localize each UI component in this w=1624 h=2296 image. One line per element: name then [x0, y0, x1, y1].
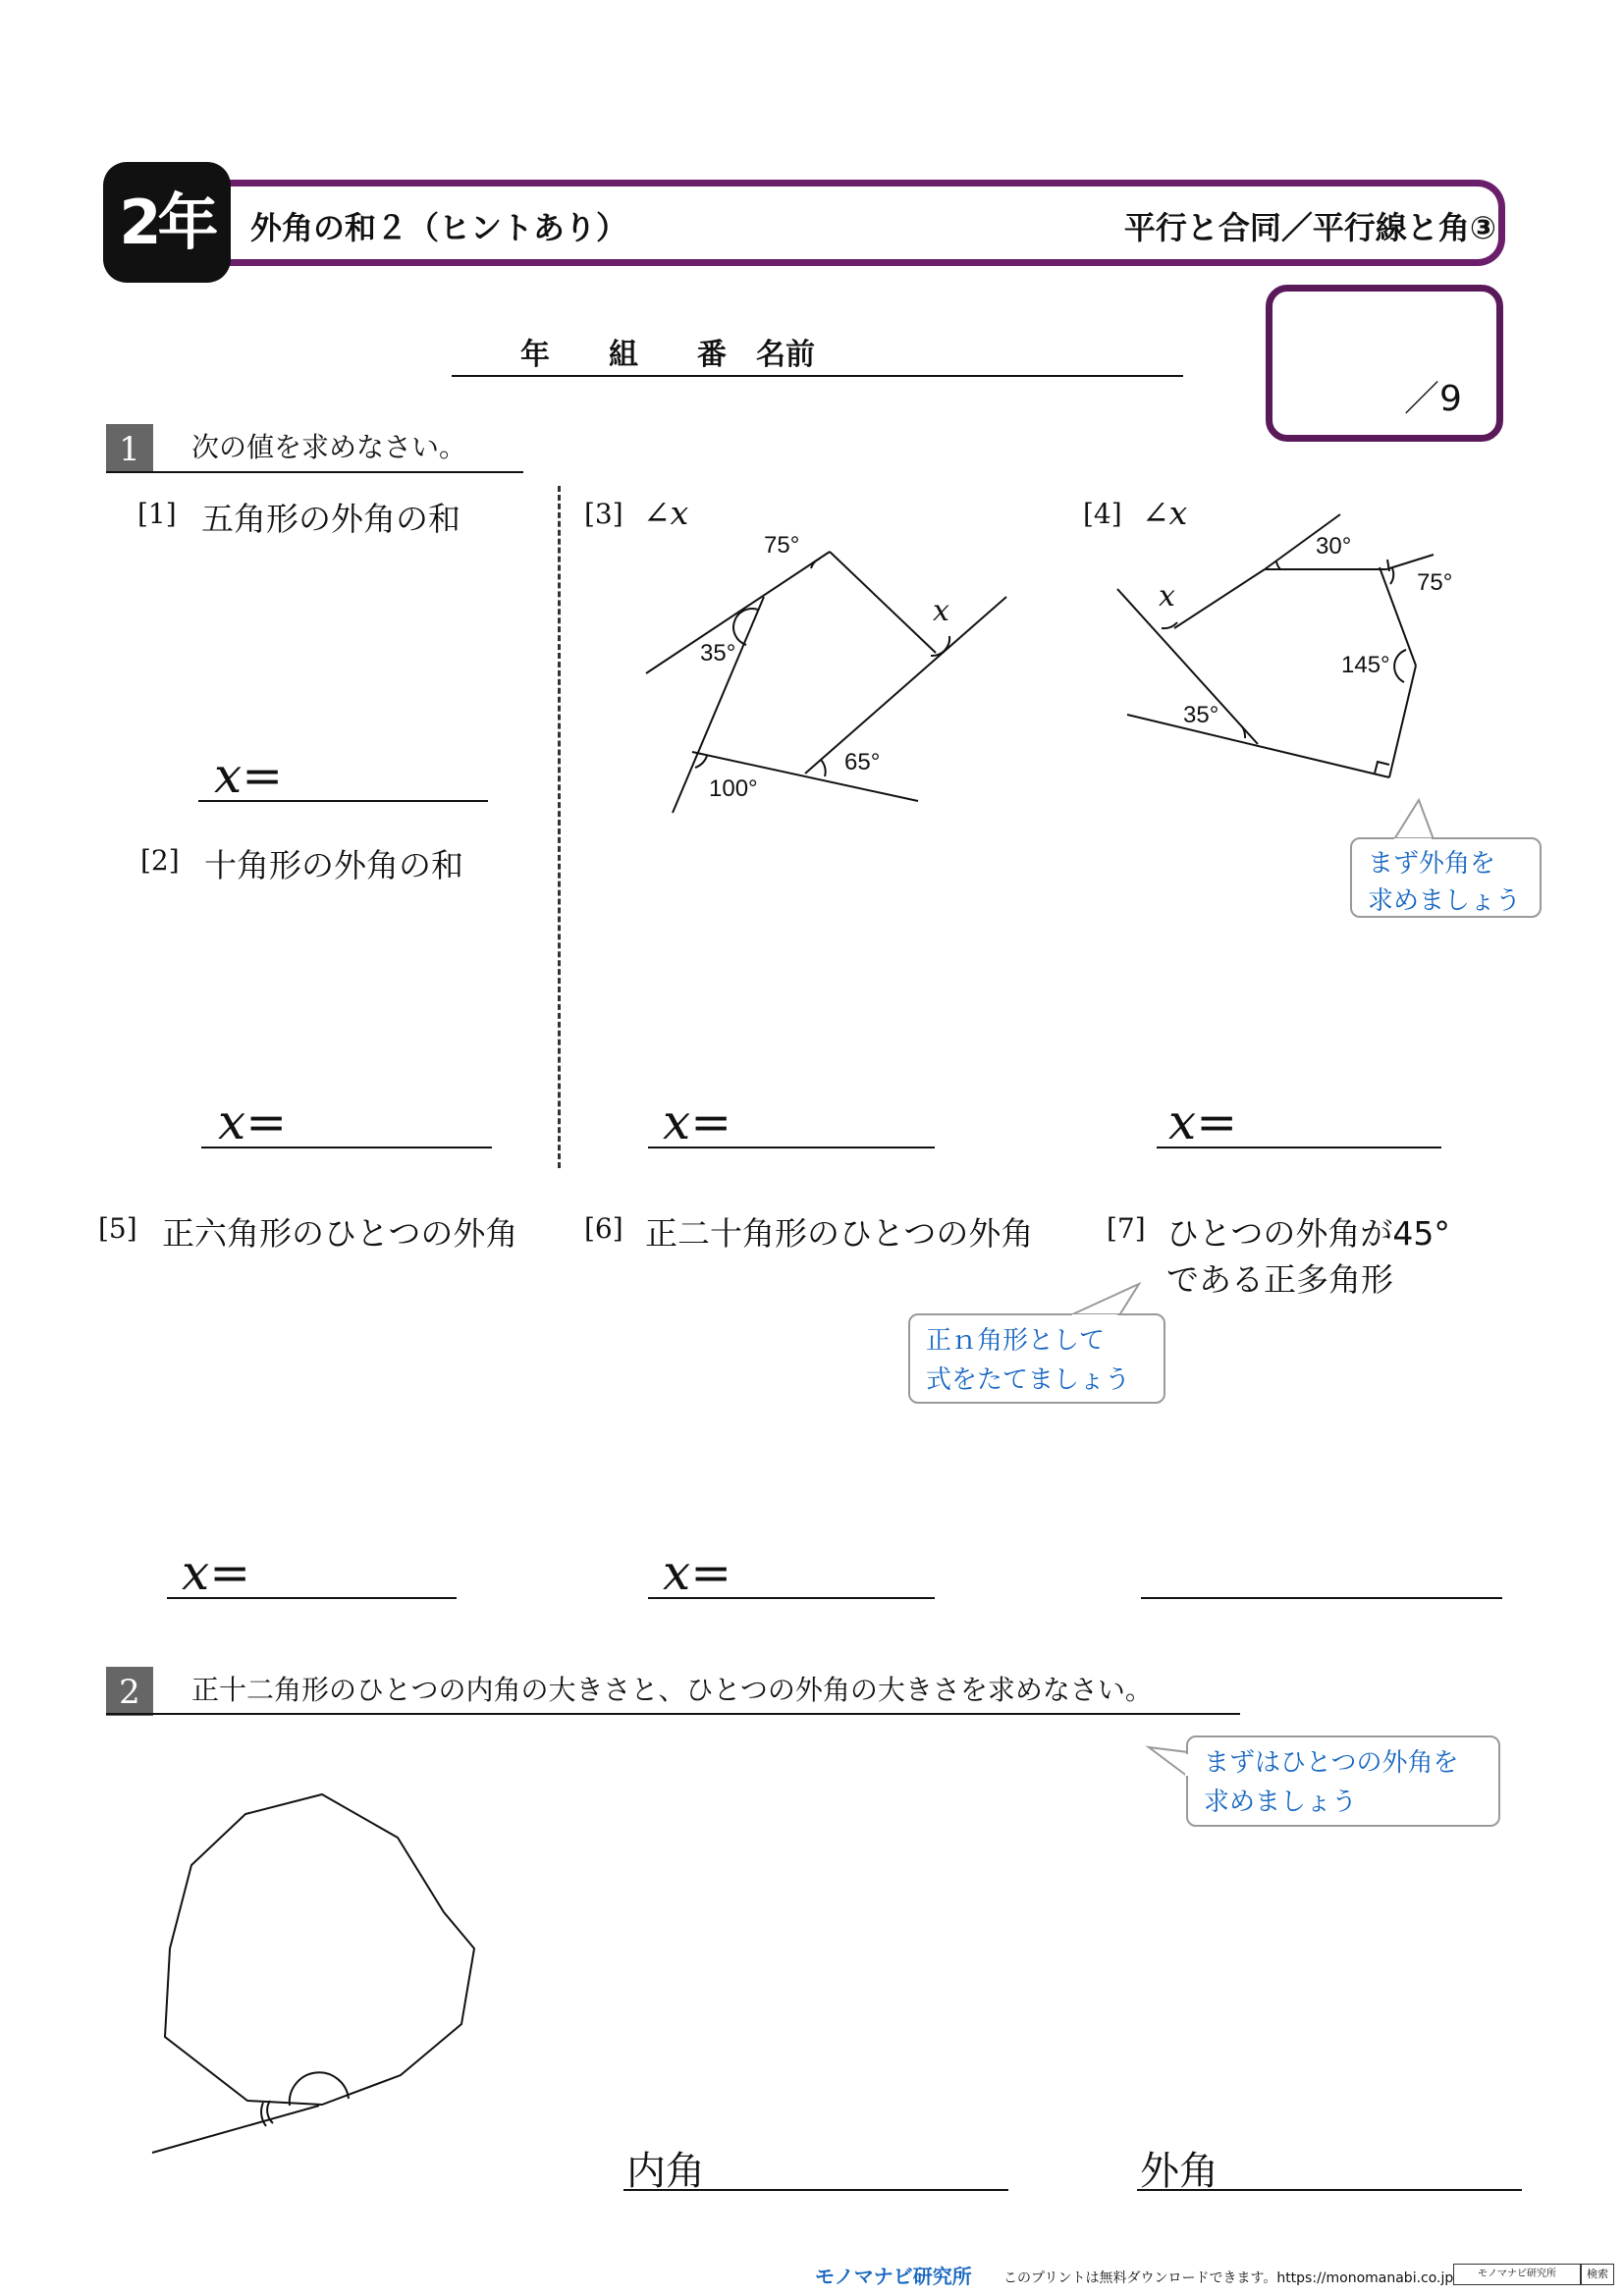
grade-badge: 2年	[103, 162, 231, 283]
q4-angle-145: 145°	[1341, 652, 1390, 678]
q4-number: [4]	[1083, 498, 1122, 530]
q4-hint-line-2: 求めましょう	[1368, 886, 1522, 916]
q2-text: 十角形の外角の和	[204, 846, 463, 884]
q3-angle-75: 75°	[764, 532, 800, 559]
footer-text: このプリントは無料ダウンロードできます。https://monomanabi.co.jp	[1003, 2270, 1454, 2286]
q5-number: [5]	[98, 1212, 137, 1245]
footer-brand-logo: モノマナビ研究所	[815, 2265, 972, 2288]
q7-text-line-2: である正多角形	[1166, 1260, 1393, 1299]
q6-hint-line-2: 式をたてましょう	[926, 1365, 1131, 1395]
worksheet-title: 外角の和２（ヒントあり）	[250, 209, 628, 246]
exterior-angle-label: 外角	[1140, 2149, 1218, 2194]
q2-answer-label: x=	[218, 1094, 288, 1150]
q3-angle-100: 100°	[709, 775, 758, 802]
q3-angle-65: 65°	[844, 749, 881, 775]
section-2-number: 2	[106, 1667, 153, 1716]
interior-angle-label: 内角	[626, 2149, 705, 2194]
q4-angle-35: 35°	[1183, 702, 1219, 728]
q7-text-line-1: ひとつの外角が45°	[1166, 1214, 1450, 1253]
q3-angle-x: x	[933, 594, 949, 628]
q5-answer-label: x=	[182, 1544, 251, 1601]
q7-number: [7]	[1107, 1212, 1146, 1245]
q4-hint-line-1: まず外角を	[1368, 849, 1496, 879]
q4-text: ∠x	[1142, 494, 1188, 532]
section-1-number: 1	[106, 424, 153, 473]
footer-search-button[interactable]: 検索	[1581, 2264, 1614, 2285]
section-2-hint-line-1: まずはひとつの外角を	[1204, 1748, 1459, 1778]
section-2-instruction: 正十二角形のひとつの内角の大きさと、ひとつの外角の大きさを求めなさい。	[191, 1674, 1153, 1706]
q3-number: [3]	[584, 498, 623, 530]
q6-text: 正二十角形のひとつの外角	[645, 1214, 1034, 1253]
name-fields: 年 組 番 名前	[520, 338, 815, 372]
q6-number: [6]	[584, 1212, 623, 1245]
unit-title: 平行と合同／平行線と角③	[1123, 209, 1496, 246]
q6-answer-label: x=	[663, 1544, 732, 1601]
q1-answer-label: x=	[214, 747, 284, 804]
section-2-hint-line-2: 求めましょう	[1204, 1788, 1358, 1817]
q2-number: [2]	[140, 844, 180, 877]
q3-answer-label: x=	[663, 1094, 732, 1150]
q3-angle-35: 35°	[700, 640, 736, 667]
q5-text: 正六角形のひとつの外角	[162, 1214, 518, 1253]
q4-angle-x: x	[1159, 579, 1175, 614]
section-1-instruction: 次の値を求めなさい。	[191, 431, 467, 463]
q1-text: 五角形の外角の和	[201, 500, 460, 538]
score-total: ／9	[1404, 379, 1462, 419]
q1-number: [1]	[137, 498, 177, 530]
footer-search-box[interactable]: モノマナビ研究所	[1453, 2264, 1581, 2285]
q4-angle-75: 75°	[1417, 569, 1453, 596]
q6-hint-line-1: 正ｎ角形として	[926, 1326, 1106, 1356]
q4-angle-30: 30°	[1316, 533, 1352, 560]
q3-text: ∠x	[643, 494, 689, 532]
q4-answer-label: x=	[1168, 1094, 1238, 1150]
